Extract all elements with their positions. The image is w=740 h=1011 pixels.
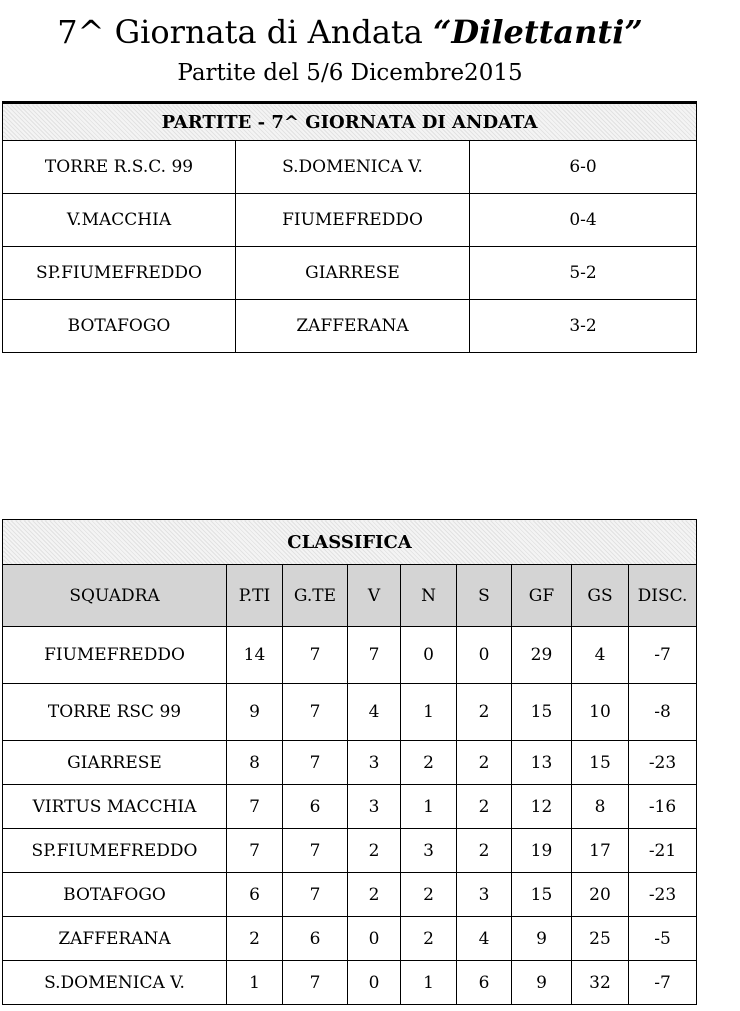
losses: 2 xyxy=(457,741,512,785)
match-row xyxy=(3,247,697,300)
points: 1 xyxy=(227,961,283,1005)
team-name: GIARRESE xyxy=(3,741,227,785)
table-row xyxy=(3,741,697,785)
discipline: -23 xyxy=(629,873,697,917)
goals-for: 19 xyxy=(512,829,572,873)
table-row xyxy=(3,684,697,741)
match-row xyxy=(3,300,697,353)
goals-against: 20 xyxy=(572,873,629,917)
goals-against: 17 xyxy=(572,829,629,873)
points: 6 xyxy=(227,873,283,917)
goals-for: 12 xyxy=(512,785,572,829)
wins: 2 xyxy=(348,873,401,917)
match-row xyxy=(3,194,697,247)
match-row xyxy=(3,141,697,194)
goals-for: 9 xyxy=(512,961,572,1005)
column-header: P.TI xyxy=(227,565,283,627)
goals-for: 15 xyxy=(512,684,572,741)
points: 9 xyxy=(227,684,283,741)
discipline: -16 xyxy=(629,785,697,829)
title-emphasis: “Dilettanti” xyxy=(433,13,643,51)
draws: 3 xyxy=(401,829,457,873)
title-prefix: 7^ Giornata di Andata xyxy=(57,13,423,51)
wins: 3 xyxy=(348,741,401,785)
standings-table xyxy=(2,519,697,1005)
standings-column-header-row xyxy=(3,565,697,627)
table-row xyxy=(3,961,697,1005)
home-team: TORRE R.S.C. 99 xyxy=(3,141,236,194)
page-title xyxy=(0,10,700,54)
match-score: 6-0 xyxy=(470,141,697,194)
home-team: V.MACCHIA xyxy=(3,194,236,247)
discipline: -7 xyxy=(629,627,697,684)
away-team: ZAFFERANA xyxy=(236,300,470,353)
page-subtitle: Partite del 5/6 Dicembre2015 xyxy=(177,60,523,86)
discipline: -5 xyxy=(629,917,697,961)
losses: 0 xyxy=(457,627,512,684)
team-name: ZAFFERANA xyxy=(3,917,227,961)
losses: 6 xyxy=(457,961,512,1005)
match-score: 0-4 xyxy=(470,194,697,247)
matches-heading: PARTITE - 7^ GIORNATA DI ANDATA xyxy=(3,103,697,141)
points: 2 xyxy=(227,917,283,961)
table-row xyxy=(3,917,697,961)
losses: 2 xyxy=(457,829,512,873)
games-played: 6 xyxy=(283,917,348,961)
wins: 2 xyxy=(348,829,401,873)
points: 8 xyxy=(227,741,283,785)
column-header: GF xyxy=(512,565,572,627)
games-played: 7 xyxy=(283,961,348,1005)
team-name: VIRTUS MACCHIA xyxy=(3,785,227,829)
home-team: BOTAFOGO xyxy=(3,300,236,353)
home-team: SP.FIUMEFREDDO xyxy=(3,247,236,300)
games-played: 7 xyxy=(283,741,348,785)
games-played: 7 xyxy=(283,684,348,741)
goals-against: 32 xyxy=(572,961,629,1005)
goals-for: 13 xyxy=(512,741,572,785)
losses: 2 xyxy=(457,785,512,829)
discipline: -21 xyxy=(629,829,697,873)
team-name: SP.FIUMEFREDDO xyxy=(3,829,227,873)
draws: 1 xyxy=(401,684,457,741)
away-team: S.DOMENICA V. xyxy=(236,141,470,194)
games-played: 7 xyxy=(283,627,348,684)
goals-against: 25 xyxy=(572,917,629,961)
matches-table xyxy=(2,101,697,353)
draws: 2 xyxy=(401,741,457,785)
games-played: 7 xyxy=(283,829,348,873)
games-played: 6 xyxy=(283,785,348,829)
team-name: TORRE RSC 99 xyxy=(3,684,227,741)
wins: 0 xyxy=(348,917,401,961)
team-name: BOTAFOGO xyxy=(3,873,227,917)
table-row xyxy=(3,873,697,917)
draws: 2 xyxy=(401,873,457,917)
goals-for: 9 xyxy=(512,917,572,961)
standings-heading: CLASSIFICA xyxy=(3,520,697,565)
wins: 0 xyxy=(348,961,401,1005)
table-row xyxy=(3,785,697,829)
table-row xyxy=(3,627,697,684)
goals-against: 10 xyxy=(572,684,629,741)
match-score: 3-2 xyxy=(470,300,697,353)
team-name: S.DOMENICA V. xyxy=(3,961,227,1005)
column-header: V xyxy=(348,565,401,627)
goals-for: 29 xyxy=(512,627,572,684)
away-team: GIARRESE xyxy=(236,247,470,300)
losses: 3 xyxy=(457,873,512,917)
column-header: GS xyxy=(572,565,629,627)
away-team: FIUMEFREDDO xyxy=(236,194,470,247)
draws: 0 xyxy=(401,627,457,684)
column-header: G.TE xyxy=(283,565,348,627)
draws: 1 xyxy=(401,785,457,829)
column-header: S xyxy=(457,565,512,627)
draws: 1 xyxy=(401,961,457,1005)
wins: 3 xyxy=(348,785,401,829)
column-header: SQUADRA xyxy=(3,565,227,627)
games-played: 7 xyxy=(283,873,348,917)
goals-against: 15 xyxy=(572,741,629,785)
draws: 2 xyxy=(401,917,457,961)
column-header: DISC. xyxy=(629,565,697,627)
points: 14 xyxy=(227,627,283,684)
goals-against: 8 xyxy=(572,785,629,829)
table-row xyxy=(3,829,697,873)
discipline: -23 xyxy=(629,741,697,785)
goals-for: 15 xyxy=(512,873,572,917)
wins: 4 xyxy=(348,684,401,741)
team-name: FIUMEFREDDO xyxy=(3,627,227,684)
column-header: N xyxy=(401,565,457,627)
match-score: 5-2 xyxy=(470,247,697,300)
wins: 7 xyxy=(348,627,401,684)
losses: 4 xyxy=(457,917,512,961)
points: 7 xyxy=(227,785,283,829)
goals-against: 4 xyxy=(572,627,629,684)
points: 7 xyxy=(227,829,283,873)
losses: 2 xyxy=(457,684,512,741)
discipline: -8 xyxy=(629,684,697,741)
discipline: -7 xyxy=(629,961,697,1005)
